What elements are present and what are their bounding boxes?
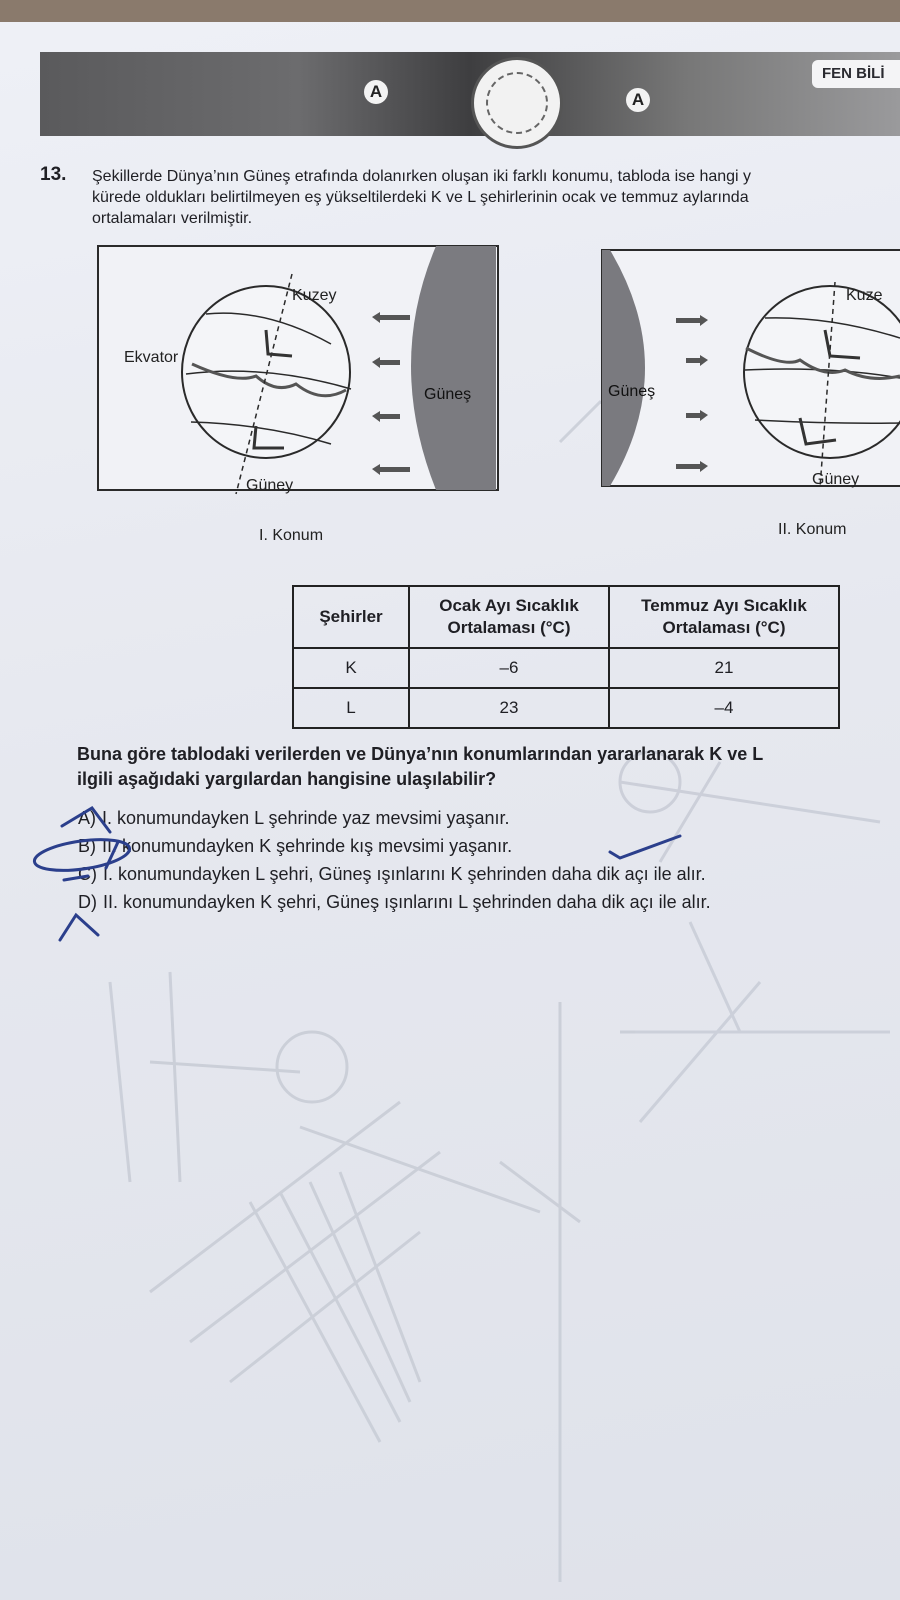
meb-seal-icon — [471, 57, 563, 149]
south-label: Güney — [246, 477, 294, 494]
booklet-letter-left: A — [364, 80, 388, 104]
sun-label: Güneş — [608, 383, 656, 400]
option-b[interactable]: B) II. konumundayken K şehrinde kış mevsimi yaşanır. — [78, 836, 513, 856]
temperature-table — [292, 585, 840, 729]
north-label: Kuzey — [292, 287, 337, 304]
question-number: 13. — [40, 164, 67, 185]
sun-label: Güneş — [424, 386, 472, 403]
option-d[interactable]: D) II. konumundayken K şehri, Güneş ışınlarını L şehrinden daha dik açı ile alır. — [78, 892, 711, 912]
table-header: Ocak Ayı Sıcaklık Ortalaması (°C) — [409, 586, 609, 648]
prompt-line: ilgili aşağıdaki yargılardan hangisine ulaşılabilir? — [77, 769, 497, 789]
table-row — [293, 688, 839, 728]
table-cell: 21 — [609, 648, 839, 688]
question-prompt — [77, 742, 763, 792]
figure-caption: II. Konum — [778, 521, 847, 538]
table-header-row — [293, 586, 839, 648]
table-cell: –6 — [409, 648, 609, 688]
equator-label: Ekvator — [124, 349, 179, 366]
table-cell: K — [293, 648, 409, 688]
question-line: kürede oldukları belirtilmeyen eş yükseltilerdeki K ve L şehirlerinin ocak ve temmuz aylarında — [92, 189, 749, 206]
subject-title: FEN BİLİ — [812, 60, 900, 88]
booklet-letter-right: A — [626, 88, 650, 112]
table-header: Şehirler — [293, 586, 409, 648]
figure-position-2 — [600, 248, 900, 548]
option-a[interactable]: A) I. konumundayken L şehrinde yaz mevsimi yaşanır. — [78, 808, 510, 828]
table-cell: L — [293, 688, 409, 728]
question-text — [92, 166, 900, 229]
question-line: Şekillerde Dünya’nın Güneş etrafında dolanırken oluşan iki farklı konumu, tabloda ise hangi y — [92, 168, 752, 185]
option-c[interactable]: C) I. konumundayken L şehri, Güneş ışınlarını K şehrinden daha dik açı ile alır. — [78, 864, 706, 884]
south-label: Güney — [812, 471, 860, 488]
north-label: Kuze — [846, 287, 883, 304]
table-cell: 23 — [409, 688, 609, 728]
figure-position-1 — [96, 244, 506, 544]
exam-paper — [0, 22, 900, 1600]
header-band — [40, 52, 900, 136]
table-cell: –4 — [609, 688, 839, 728]
prompt-line: Buna göre tablodaki verilerden ve Dünya’nın konumlarından yararlanarak K ve L — [77, 744, 764, 764]
figure-caption: I. Konum — [259, 527, 324, 544]
question-line: ortalamaları verilmiştir. — [92, 210, 253, 227]
sun-shape — [411, 246, 496, 490]
table-row — [293, 648, 839, 688]
table-header: Temmuz Ayı Sıcaklık Ortalaması (°C) — [609, 586, 839, 648]
